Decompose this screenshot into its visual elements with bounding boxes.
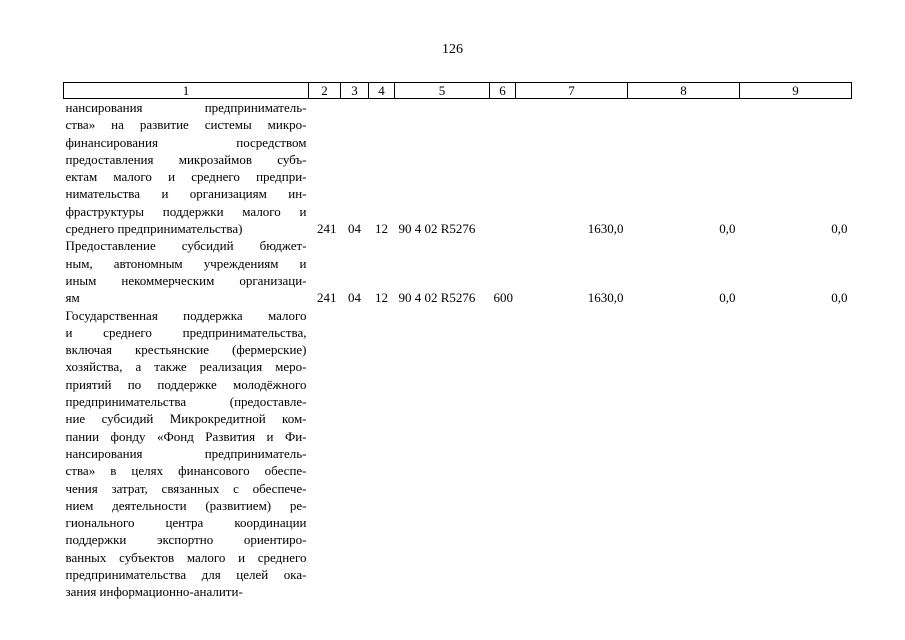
description-line: иным некоммерческим организаци- — [65, 272, 307, 288]
col-header-9: 9 — [740, 83, 852, 99]
description-line: и среднего предпринимательства, — [65, 324, 307, 340]
description-line: поддержки экспортно ориентиро- — [65, 532, 307, 548]
page-number: 126 — [442, 42, 463, 57]
row-description — [64, 237, 309, 306]
description-line: ям — [65, 290, 80, 306]
description-line: фраструктуры поддержки малого и — [65, 203, 307, 219]
cell-target-article: 90 4 02 R5276 — [398, 290, 476, 306]
cell-section: 04 — [348, 221, 361, 237]
description-line: финансирования посредством — [65, 134, 307, 150]
cell-subsection: 12 — [375, 221, 388, 237]
table-row — [64, 307, 852, 601]
row-description — [64, 307, 309, 601]
description-line: ванных субъектов малого и среднего — [65, 549, 307, 565]
cell-amount-year-3 — [740, 307, 852, 601]
description-line: нием деятельности (развитием) ре- — [65, 497, 307, 513]
budget-table — [63, 82, 852, 601]
description-line: ства» на развитие системы микро- — [65, 117, 307, 133]
cell-amount-year-3: 0,0 — [831, 221, 848, 237]
description-line: Государственная поддержка малого — [65, 307, 307, 323]
description-line: пании фонду «Фонд Развития и Фи- — [65, 428, 307, 444]
row-description — [64, 99, 309, 238]
description-line: ектам малого и среднего предпри- — [65, 169, 307, 185]
cell-section — [341, 307, 369, 601]
cell-expense-type — [490, 307, 516, 601]
description-line: ным, автономным учреждениям и — [65, 255, 307, 271]
col-header-4: 4 — [369, 83, 395, 99]
description-line: среднего предпринимательства) — [65, 221, 243, 237]
description-line: предпринимательства (предоставле- — [65, 394, 307, 410]
description-line: нансирования предприниматель- — [65, 445, 307, 461]
cell-amount-year-3: 0,0 — [831, 290, 848, 306]
col-header-3: 3 — [341, 83, 369, 99]
description-line: чения затрат, связанных с обеспече- — [65, 480, 307, 496]
cell-amount-year-2 — [628, 307, 740, 601]
cell-section: 04 — [348, 290, 361, 306]
cell-target-article — [395, 307, 490, 601]
cell-amount-year-1 — [516, 307, 628, 601]
description-line: Предоставление субсидий бюджет- — [65, 238, 307, 254]
cell-admin-code: 241 — [317, 290, 337, 306]
cell-admin-code — [309, 307, 341, 601]
description-line: включая крестьянские (фермерские) — [65, 342, 307, 358]
cell-amount-year-2: 0,0 — [719, 221, 736, 237]
col-header-6: 6 — [490, 83, 516, 99]
col-header-7: 7 — [516, 83, 628, 99]
table-row — [64, 99, 852, 238]
table-row — [64, 237, 852, 306]
col-header-5: 5 — [395, 83, 490, 99]
cell-target-article: 90 4 02 R5276 — [398, 221, 476, 237]
description-line: ние субсидий Микрокредитной ком- — [65, 411, 307, 427]
description-line: нимательства и организациям ин- — [65, 186, 307, 202]
col-header-8: 8 — [628, 83, 740, 99]
description-line: нансирования предприниматель- — [65, 100, 307, 115]
col-header-1: 1 — [64, 83, 309, 99]
description-line: предпринимательства для целей ока- — [65, 567, 307, 583]
description-line: приятий по поддержке молодёжного — [65, 376, 307, 392]
description-line: хозяйства, а также реализация меро- — [65, 359, 307, 375]
description-line: ства» в целях финансового обеспе- — [65, 463, 307, 479]
cell-expense-type: 600 — [493, 290, 513, 306]
cell-amount-year-1: 1630,0 — [587, 221, 624, 237]
cell-admin-code: 241 — [317, 221, 337, 237]
cell-amount-year-2: 0,0 — [719, 290, 736, 306]
description-line: предоставления микрозаймов субъ- — [65, 151, 307, 167]
cell-expense-type — [490, 99, 516, 238]
cell-subsection: 12 — [375, 290, 388, 306]
description-line: зания информационно-аналити- — [65, 584, 243, 600]
description-line: гионального центра координации — [65, 515, 307, 531]
column-number-header — [64, 83, 852, 99]
cell-amount-year-1: 1630,0 — [587, 290, 624, 306]
cell-subsection — [369, 307, 395, 601]
col-header-2: 2 — [309, 83, 341, 99]
